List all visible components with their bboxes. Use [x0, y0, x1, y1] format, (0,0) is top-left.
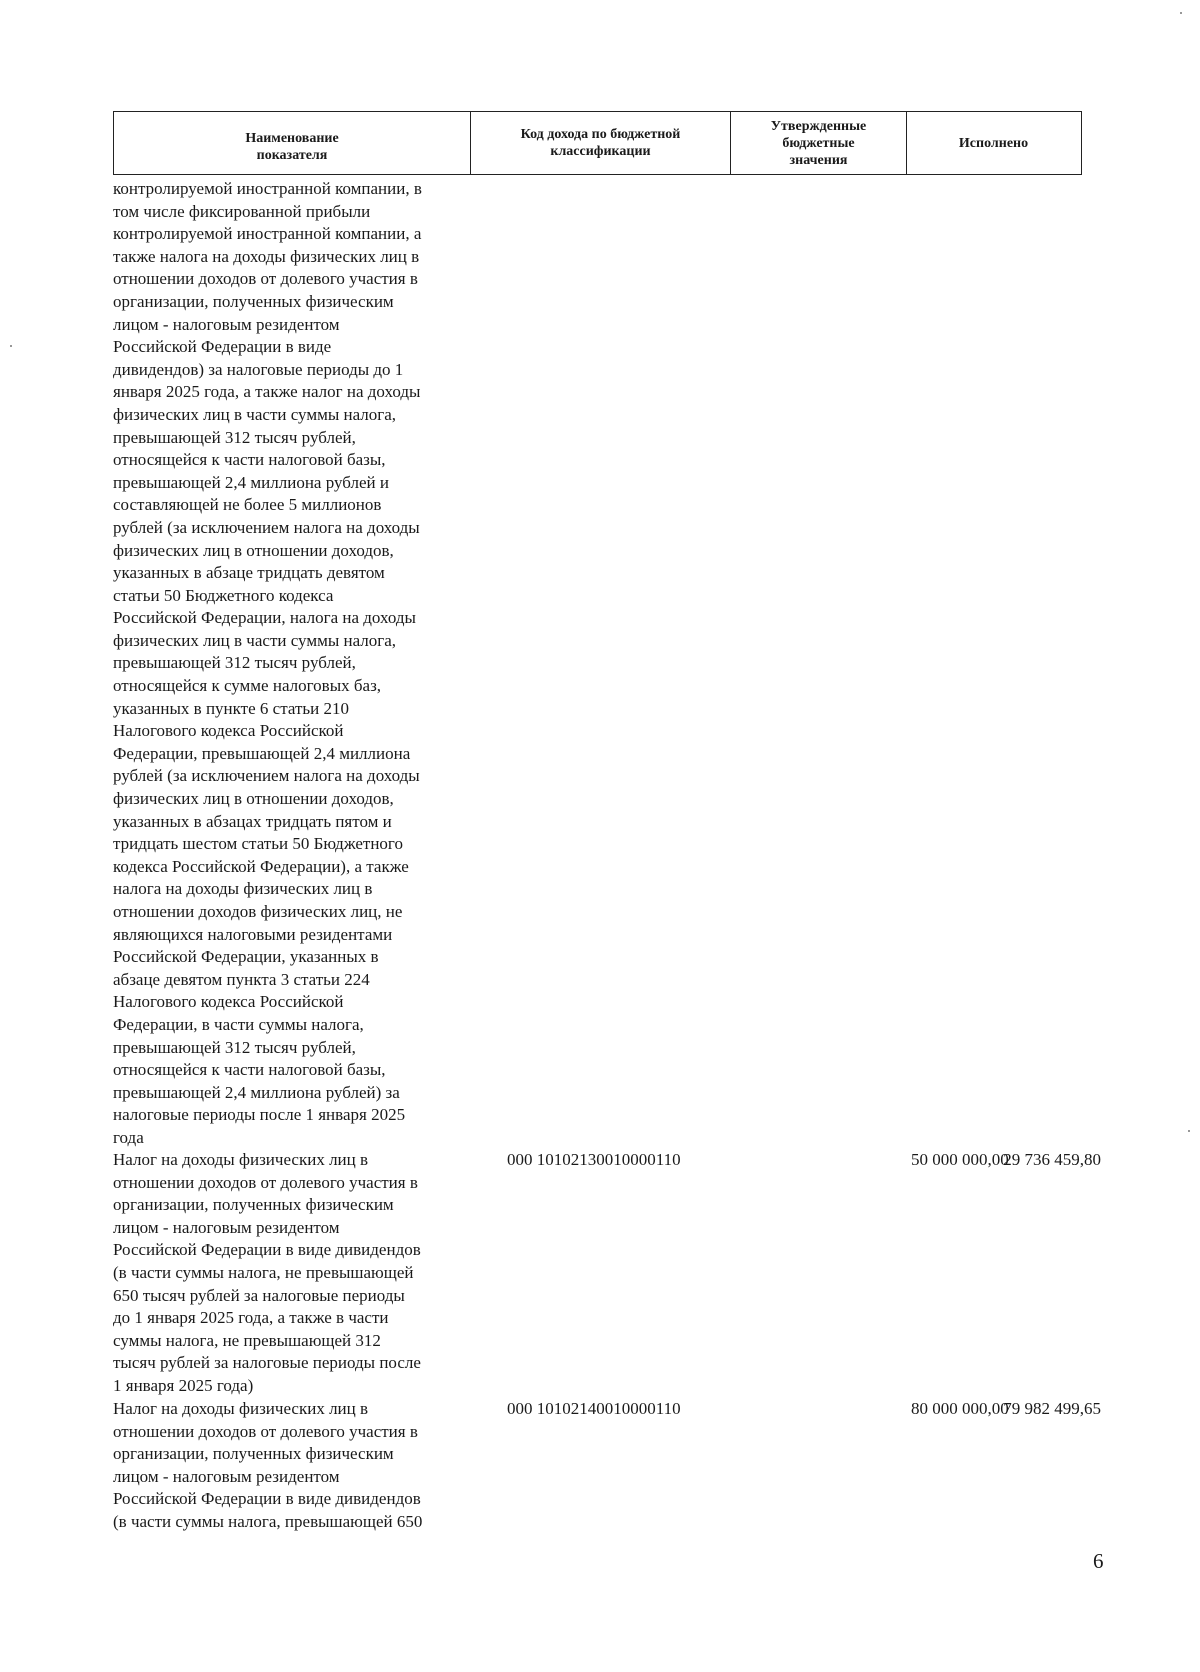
header-name-cell: [114, 112, 471, 174]
header-approved-line1: Утвержденные: [770, 118, 867, 134]
header-name-line1: Наименование: [245, 131, 339, 146]
row-code: 000 10102140010000110: [507, 1399, 681, 1418]
header-code-line2: классификации: [550, 144, 651, 159]
row-approved: 80 000 000,00: [911, 1399, 1009, 1418]
scan-artifact: [10, 345, 12, 347]
header-code-cell: [471, 112, 731, 174]
row-approved: 50 000 000,00: [911, 1150, 1009, 1169]
scan-artifact: [1188, 1130, 1190, 1132]
row-executed: 29 736 459,80: [1003, 1150, 1101, 1169]
row-name: контролируемой иностранной компании, в том числе фиксированной прибыли контролируемой иностранной компании, а также налога на доходы физических лиц в отношении доходов от долевого участия в организации, полученных физическим лицом - налоговым резидентом Российской Федерации в виде дивидендов) за налоговые периоды до 1 января 2025 года, а также налог на доходы физических лиц в части суммы налога, превышающей 312 тысяч рублей, относящейся к части налоговой базы, превышающей 2,4 миллиона рублей и составляющей не более 5 миллионов рублей (за исключением налога на доходы физических лиц в отношении доходов, указанных в абзаце тридцать девятом статьи 50 Бюджетного кодекса Российской Федерации, налога на доходы физических лиц в части суммы налога, превышающей 312 тысяч рублей, относящейся к сумме налоговых баз, указанных в пункте 6 статьи 210 Налогового кодекса Российской Федерации, превышающей 2,4 миллиона рублей (за исключением налога на доходы физических лиц в отношении доходов, указанных в абзацах тридцать пятом и тридцать шестом статьи 50 Бюджетного кодекса Российской Федерации), а также налога на доходы физических лиц в отношении доходов физических лиц, не являющихся налоговыми резидентами Российской Федерации, указанных в абзаце девятом пункта 3 статьи 224 Налогового кодекса Российской Федерации, в части суммы налога, превышающей 312 тысяч рублей, относящейся к части налоговой базы, превышающей 2,4 миллиона рублей) за налоговые периоды после 1 января 2025 года: [113, 179, 422, 1147]
header-name-line2: показателя: [256, 148, 328, 163]
header-executed-cell: [907, 112, 1080, 174]
row-executed: 79 982 499,65: [1003, 1399, 1101, 1418]
page-number: 6: [1093, 1549, 1104, 1573]
row-code: 000 10102130010000110: [507, 1150, 681, 1169]
header-code-line1: Код дохода по бюджетной: [520, 127, 681, 142]
row-name: Налог на доходы физических лиц в отношении доходов от долевого участия в организации, полученных физическим лицом - налоговым резидентом Российской Федерации в виде дивидендов (в части суммы налога, превышающей 650: [113, 1399, 423, 1531]
header-executed: Исполнено: [958, 135, 1029, 151]
header-approved-cell: [731, 112, 907, 174]
row-name: Налог на доходы физических лиц в отношении доходов от долевого участия в организации, полученных физическим лицом - налоговым резидентом Российской Федерации в виде дивидендов (в части суммы налога, не превышающей 650 тысяч рублей за налоговые периоды до 1 января 2025 года, а также в части суммы налога, не превышающей 312 тысяч рублей за налоговые периоды после 1 января 2025 года): [113, 1150, 421, 1395]
header-approved-line2: бюджетные: [782, 135, 855, 151]
scan-artifact: [1180, 12, 1182, 14]
table-header: [113, 111, 1082, 175]
header-approved-line3: значения: [789, 152, 848, 168]
